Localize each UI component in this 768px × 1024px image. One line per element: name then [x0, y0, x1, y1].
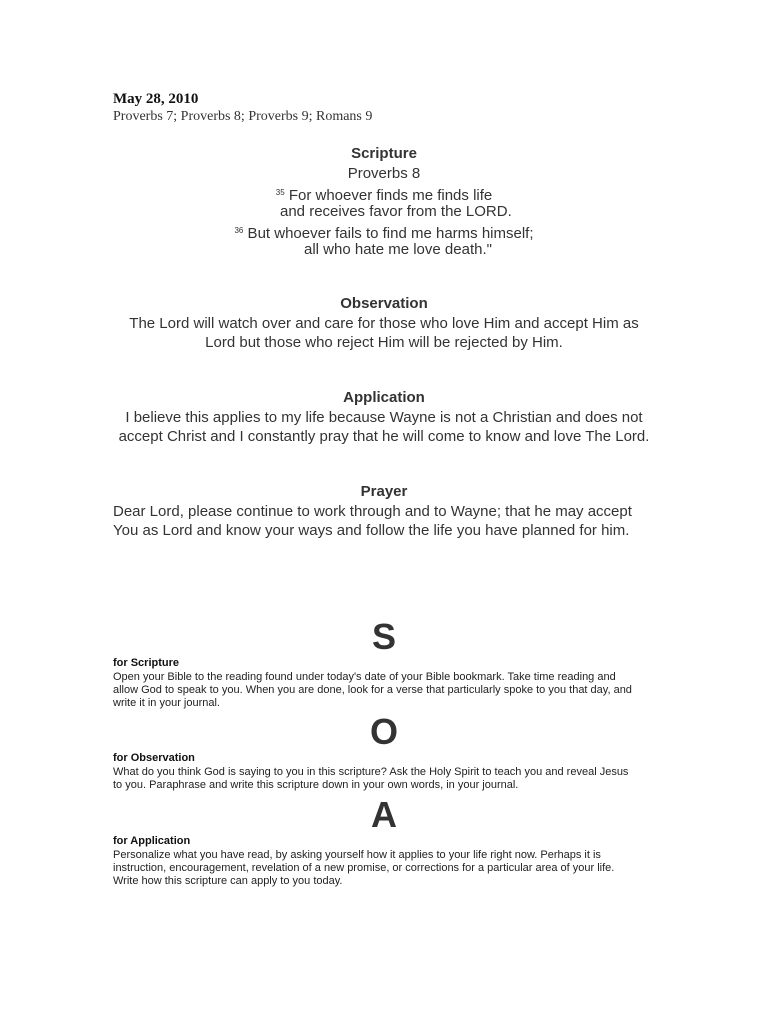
verse-35-text: For whoever finds me finds life — [284, 187, 493, 204]
soap-application-heading: for Application — [113, 835, 191, 847]
soap-letter-a: A — [371, 794, 397, 835]
soap-observation-line-1: What do you think God is saying to you in this scripture? Ask the Holy Spirit to teach you and reveal Jesus — [113, 766, 629, 778]
verse-36-line-2: all who hate me love death." — [304, 241, 492, 258]
observation-heading: Observation — [340, 295, 428, 312]
prayer-heading: Prayer — [360, 483, 408, 500]
soap-scripture-line-3: write it in your journal. — [113, 697, 220, 709]
soap-application-line-3: Write how this scripture can apply to you today. — [113, 875, 343, 887]
soap-letter-s: S — [371, 616, 396, 657]
verse-36-text: But whoever fails to find me harms himself; — [243, 225, 534, 242]
soap-application-line-1: Personalize what you have read, by asking yourself how it applies to your life right now. Perhaps it is — [113, 849, 601, 861]
application-line-1: I believe this applies to my life because Wayne is not a Christian and does not — [125, 409, 643, 426]
soap-observation-heading: for Observation — [113, 752, 195, 764]
verse-35-line-2: and receives favor from the LORD. — [280, 203, 512, 220]
verse-35-number: 35 — [275, 188, 285, 197]
verse-36-number: 36 — [234, 226, 244, 235]
daily-readings: Proverbs 7; Proverbs 8; Proverbs 9; Romans 9 — [113, 109, 373, 124]
application-line-2: accept Christ and I constantly pray that he will come to know and love The Lord. — [118, 428, 650, 445]
prayer-line-2: You as Lord and know your ways and follow the life you have planned for him. — [113, 522, 630, 539]
scripture-heading: Scripture — [351, 145, 417, 162]
soap-scripture-line-2: allow God to speak to you. When you are done, look for a verse that particularly spoke to you that day, and — [113, 684, 632, 696]
observation-line-2: Lord but those who reject Him will be rejected by Him. — [205, 334, 563, 351]
prayer-line-1: Dear Lord, please continue to work through and to Wayne; that he may accept — [113, 503, 632, 520]
soap-application-line-2: instruction, encouragement, revelation of a new promise, or corrections for a particular area of your life. — [113, 862, 615, 874]
soap-letter-o: O — [369, 711, 398, 752]
application-heading: Application — [343, 389, 425, 406]
soap-observation-line-2: to you. Paraphrase and write this scripture down in your own words, in your journal. — [113, 779, 519, 791]
soap-scripture-line-1: Open your Bible to the reading found under today's date of your Bible bookmark. Take time reading and — [113, 671, 616, 683]
observation-line-1: The Lord will watch over and care for those who love Him and accept Him as — [129, 315, 639, 332]
scripture-reference: Proverbs 8 — [347, 165, 421, 182]
soap-scripture-heading: for Scripture — [113, 657, 180, 669]
journal-date: May 28, 2010 — [113, 91, 199, 107]
